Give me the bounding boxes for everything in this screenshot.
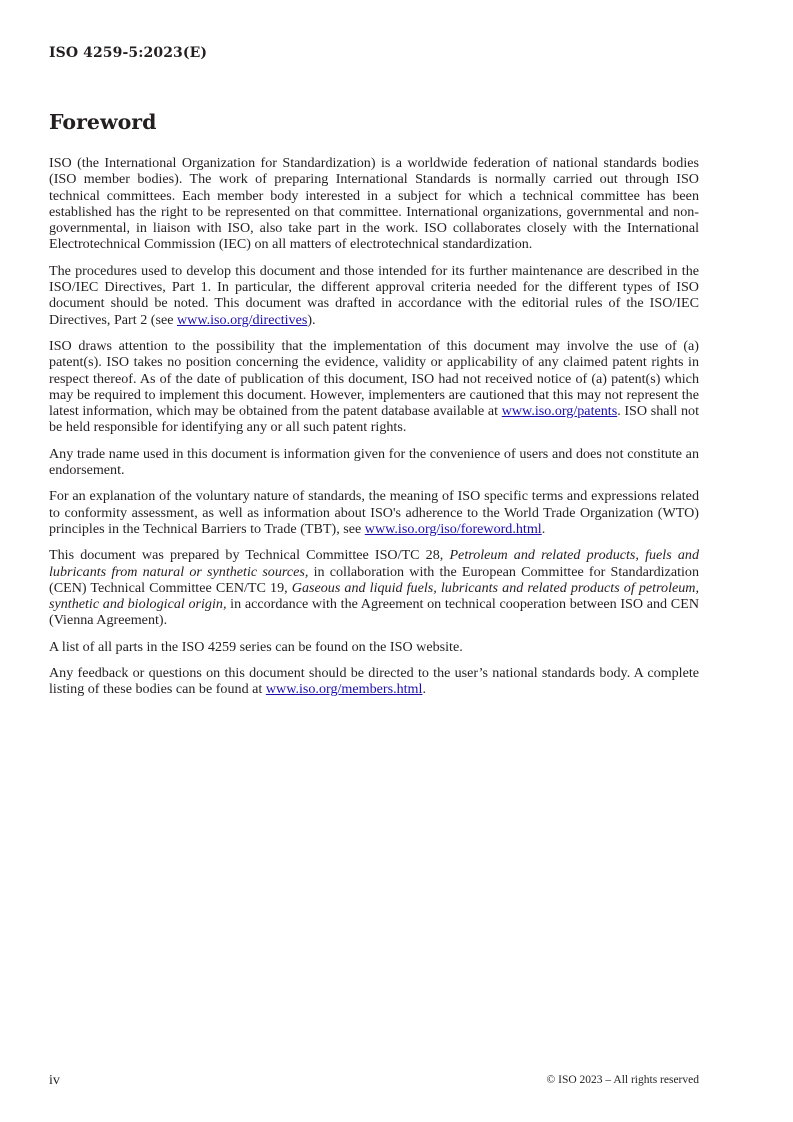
paragraph-procedures [49, 263, 699, 328]
paragraph-text: ). [307, 311, 316, 328]
paragraph-text: in accordance with the Agreement on technical cooperation between ISO and CEN (Vienna Agreement). [49, 596, 699, 629]
directives-link[interactable]: www.iso.org/directives [176, 311, 308, 328]
foreword-link[interactable]: www.iso.org/iso/foreword.html [364, 520, 542, 537]
paragraph-text: . [541, 520, 546, 537]
paragraph-trade-name: Any trade name used in this document is information given for the convenience of users and does not constitute an endorsement. [49, 445, 699, 479]
page-title: Foreword [49, 110, 157, 134]
paragraph-text: . ISO shall not be held responsible for identifying any or all such patent rights. [49, 403, 699, 436]
paragraph-patents [49, 338, 699, 436]
paragraph-text: This document was prepared by Technical Committee ISO/TC 28, [49, 547, 450, 564]
paragraph-parts-list: A list of all parts in the ISO 4259 series can be found on the ISO website. [49, 638, 463, 655]
members-link[interactable]: www.iso.org/members.html [265, 681, 423, 698]
paragraph-text: The procedures used to develop this document and those intended for its further maintenance are described in the ISO/IEC Directives, Part 1. In particular, the different approval criteria needed for the different types of ISO document should be noted. This document was drafted in accordance with the editorial rules of the ISO/IEC Directives, Part 2 (see [49, 262, 699, 328]
committee-title-cen: Gaseous and liquid fuels, lubricants and related products of petroleum, synthetic and biological origin, [49, 579, 699, 613]
paragraph-text: ISO draws attention to the possibility that the implementation of this document may involve the use of (a) patent(s). ISO takes no position concerning the evidence, validity or applicability of any claimed patent rights in respect thereof. As of the date of publication of this document, ISO had not received notice of (a) patent(s) which may be required to implement this document. However, implementers are cautioned that this may not represent the latest information, which may be obtained from the patent database available at [49, 337, 699, 420]
copyright-notice: © ISO 2023 – All rights reserved [546, 1074, 699, 1086]
committee-title-iso: Petroleum and related products, fuels and lubricants from natural or synthetic sources, [49, 547, 699, 580]
page-number: iv [49, 1073, 60, 1088]
paragraph-feedback [49, 665, 699, 698]
paragraph-iso-intro: ISO (the International Organization for Standardization) is a worldwide federation of national standards bodies (ISO member bodies). The work of preparing International Standards is normally carried out through ISO technical committees. Each member body interested in a subject for which a technical committee has been established has the right to be represented on that committee. International organizations, governmental and non-governmental, in liaison with ISO, also take part in the work. ISO collaborates closely with the International Electrotechnical Commission (IEC) on all matters of electrotechnical standardization. [49, 155, 699, 253]
paragraph-committee [49, 547, 699, 628]
foreword-body [49, 155, 699, 708]
paragraph-text: . [422, 681, 426, 698]
paragraph-text: Any feedback or questions on this document should be directed to the user’s national standards body. A complete listing of these bodies can be found at [49, 665, 699, 698]
patents-link[interactable]: www.iso.org/patents [501, 403, 618, 420]
document-header-id: ISO 4259-5:2023(E) [49, 45, 208, 61]
paragraph-voluntary-nature [49, 488, 699, 537]
paragraph-text: in collaboration with the European Committee for Standardization (CEN) Technical Committee CEN/TC 19, [49, 563, 699, 596]
paragraph-text: For an explanation of the voluntary nature of standards, the meaning of ISO specific terms and expressions related to conformity assessment, as well as information about ISO's adherence to the World Trade Organization (WTO) principles in the Technical Barriers to Trade (TBT), see [49, 488, 699, 537]
